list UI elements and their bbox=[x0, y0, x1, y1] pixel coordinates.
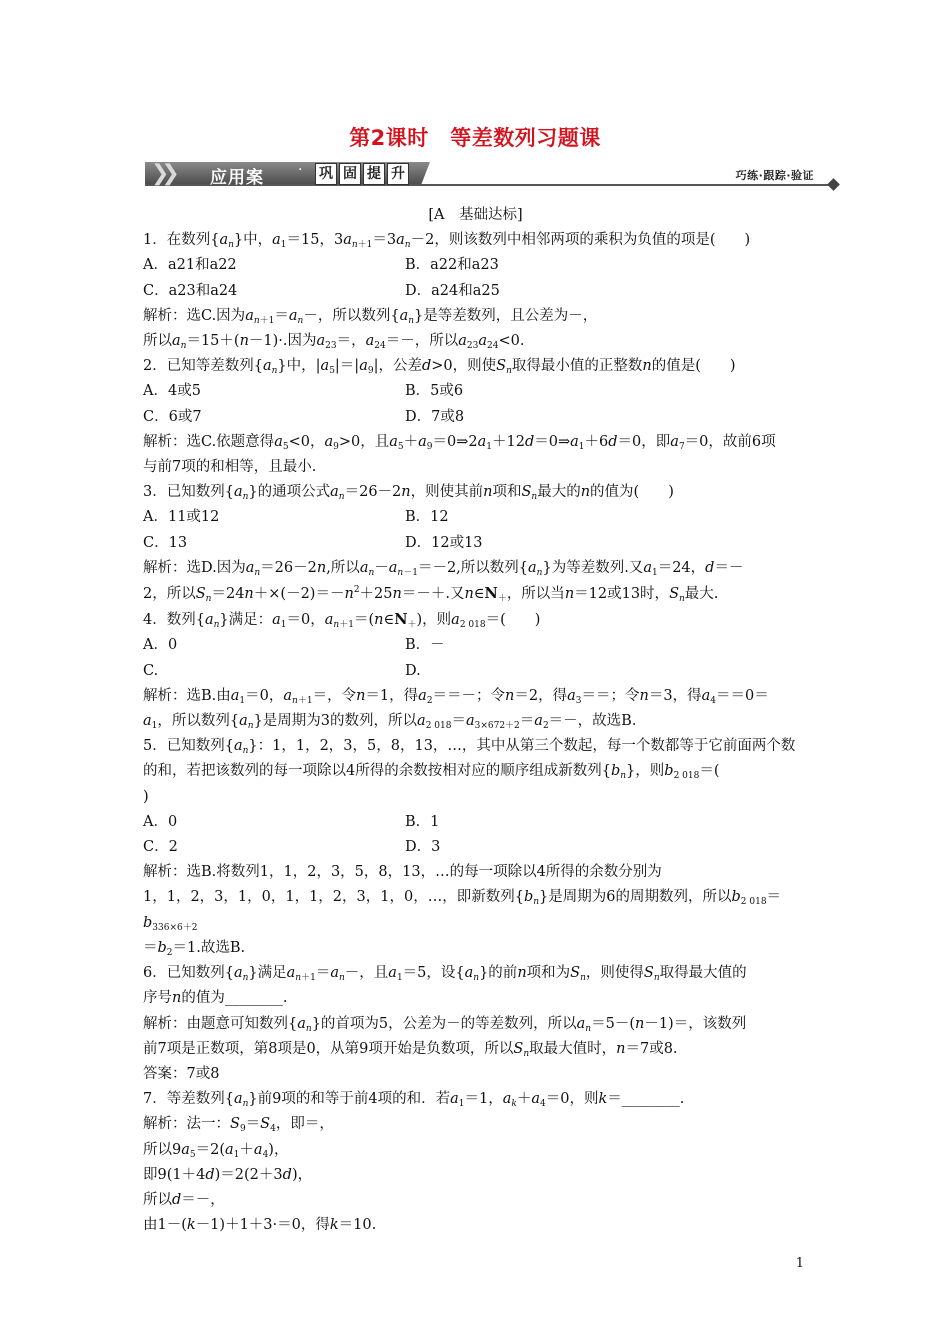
solution-1-cont: 所以$a_n=15+(n-1)\cdot$.因为$a_{23}=$，$a_{24}=-$，所以$a_{23}a_{24}<0$. bbox=[143, 333, 525, 352]
options-row bbox=[143, 405, 808, 430]
section-label: [A 基础达标] bbox=[428, 207, 523, 223]
options-row bbox=[143, 279, 808, 304]
option-c: C．2 bbox=[143, 839, 178, 856]
solution-7-line2: 所以$9a_5=2(a_1+a_4)$， bbox=[143, 1141, 289, 1160]
options-row bbox=[143, 379, 808, 404]
options-row bbox=[143, 505, 808, 530]
option-c: C. bbox=[143, 662, 159, 679]
chevron-right-icon: ❯❯ bbox=[151, 161, 172, 186]
banner-boxed-label bbox=[315, 163, 409, 185]
option-d: D．12或13 bbox=[405, 534, 483, 551]
option-d: D．3 bbox=[405, 839, 441, 856]
banner-box-char: 升 bbox=[387, 163, 409, 185]
solution-5-end: $=b_2=1$.故选B. bbox=[143, 939, 246, 958]
option-b: B．5或6 bbox=[405, 383, 464, 400]
option-c: C．13 bbox=[143, 534, 188, 551]
options-row bbox=[143, 531, 808, 556]
question-6-cont: 序号n的值为________. bbox=[143, 990, 288, 1007]
option-b: B．1 bbox=[405, 813, 440, 830]
option-a: A．a21和a22 bbox=[143, 257, 237, 274]
exercise-content bbox=[143, 203, 808, 1238]
solution-4-cont: $a_1$，所以数列$\{a_n\}$是周期为3的数列，所以$a_{2 018}=a_{3\times 672+2}=a_2=-$，故选B. bbox=[143, 713, 637, 732]
diamond-icon bbox=[827, 178, 840, 191]
solution-5: 解析：选B.将数列1，1，2，3，5，8，13，…的每一项除以4所得的余数分别为 bbox=[143, 864, 662, 881]
solution-3: 解析：选D.因为$a_n=26-2n$,所以$a_n-a_{n-1}=-2$,所以数列$\{a_n\}$为等差数列.又$a_1=24$，d＝－ bbox=[143, 559, 744, 578]
solution-2-cont: 与前7项的和相等，且最小. bbox=[143, 459, 317, 476]
option-b: B．12 bbox=[405, 509, 449, 526]
solution-6: 解析：由题意可知数列$\{a_n\}$的首项为5，公差为－的等差数列，所以$a_n=5-(n-1)=$，该数列 bbox=[143, 1015, 747, 1034]
solution-5-cont: 1，1，2，3，1，0，1，1，2，3，1，0，…，即新数列$\{b_n\}$是周期为6的周期数列，所以$b_{2 018}=b_{336\times 6+2}$ bbox=[143, 889, 782, 933]
question-4: 4．数列$\{a_n\}$满足：$a_1=0$，$a_{n+1}=(n\in N_+)$，则$a_{2 018}=$( ) bbox=[143, 611, 541, 631]
option-c: C．6或7 bbox=[143, 408, 202, 425]
solution-4: 解析：选B.由$a_1=0$，$a_{n+1}=$，令n＝1，得$a_2==-$；令n＝2，得$a_3==$；令n＝3，得$a_4==0=$ bbox=[143, 687, 769, 706]
question-7: 7．等差数列$\{a_n\}$前9项的和等于前4项的和．若$a_1=1$，$a_k+a_4=0$，则k＝________. bbox=[143, 1091, 685, 1110]
banner-box-char: 巩 bbox=[315, 163, 337, 185]
question-5-end: ) bbox=[143, 788, 149, 805]
option-a: A．4或5 bbox=[143, 383, 201, 400]
banner-box-char: 固 bbox=[339, 163, 361, 185]
question-1: 1．在数列$\{a_n\}$中，$a_1=15$，$3a_{n+1}=3a_n-2$，则该数列中相邻两项的乘积为负值的项是( ) bbox=[143, 232, 751, 251]
solution-6-cont: 前7项是正数项，第8项是0，从第9项开始是负数项，所以$S_n$取最大值时，n＝7或8. bbox=[143, 1040, 678, 1059]
question-6: 6．已知数列$\{a_n\}$满足$a_{n+1}=a_n-$，且$a_1=5$，设$\{a_n\}$的前n项和为$S_n$，则使得$S_n$取得最大值的 bbox=[143, 965, 747, 984]
banner-dot: · bbox=[298, 162, 303, 178]
question-2: 2．已知等差数列$\{a_n\}$中，$|a_5|=|a_9|$，公差d>0，则使$S_n$取得最小值的正整数n的值是( ) bbox=[143, 358, 736, 377]
options-row bbox=[143, 659, 808, 684]
option-b: B．－ bbox=[405, 637, 445, 654]
option-d: D. bbox=[405, 662, 421, 679]
solution-3-cont: 2，所以$S_n=24n+\times(-2)=-n^2+25n=-+$.又$n\in N_+$，所以当n＝12或13时，$S_n$最大. bbox=[143, 585, 719, 605]
solution-7-line3: 即9(1＋4d)＝2(2＋3d)， bbox=[143, 1166, 313, 1183]
option-a: A．0 bbox=[143, 637, 178, 654]
page-title: 第2课时 等差数列习题课 bbox=[349, 126, 601, 150]
options-row bbox=[143, 253, 808, 278]
option-a: A．11或12 bbox=[143, 509, 220, 526]
solution-1: 解析：选C.因为$a_{n+1}=a_n-$，所以数列$\{a_n\}$是等差数列，且公差为－， bbox=[143, 307, 598, 326]
question-3: 3．已知数列$\{a_n\}$的通项公式$a_n=26-2n$，则使其前n项和$S_n$最大的n的值为( ) bbox=[143, 484, 674, 503]
option-b: B．a22和a23 bbox=[405, 257, 499, 274]
option-d: D．a24和a25 bbox=[405, 282, 500, 299]
options-row bbox=[143, 633, 808, 658]
solution-7-line5: 由1－(k－1)＋1＋3·＝0，得k＝10. bbox=[143, 1217, 377, 1234]
solution-7-line1: 解析：法一：$S_9=S_4$，即＝， bbox=[143, 1116, 334, 1135]
question-5-cont: 的和，若把该数列的每一项除以4所得的余数按相对应的顺序组成新数列$\{b_n\}$，则$b_{2 018}=$( bbox=[143, 763, 720, 782]
banner-left-label: 应用案 bbox=[210, 168, 264, 188]
banner-box-char: 提 bbox=[363, 163, 385, 185]
option-a: A．0 bbox=[143, 813, 178, 830]
solution-7-line4: 所以d＝－， bbox=[143, 1191, 225, 1208]
option-c: C．a23和a24 bbox=[143, 282, 238, 299]
question-5: 5．已知数列$\{a_n\}$：1，1，2，3，5，8，13，…，其中从第三个数起，每一个数都等于它前面两个数 bbox=[143, 738, 796, 757]
option-d: D．7或8 bbox=[405, 408, 465, 425]
options-row bbox=[143, 810, 808, 835]
section-banner bbox=[145, 162, 840, 188]
solution-2: 解析：选C.依题意得$a_5<0$，$a_9>0$，且$a_5+a_9=0\Rightarrow 2a_1+12d=0\Rightarrow a_1+6d=0$，即$a_7=0$，故前6项 bbox=[143, 433, 776, 452]
banner-right-label: 巧练·跟踪·验证 bbox=[735, 169, 814, 182]
options-row bbox=[143, 835, 808, 860]
page-number: 1 bbox=[795, 1256, 804, 1271]
answer-6: 答案：7或8 bbox=[143, 1065, 220, 1082]
